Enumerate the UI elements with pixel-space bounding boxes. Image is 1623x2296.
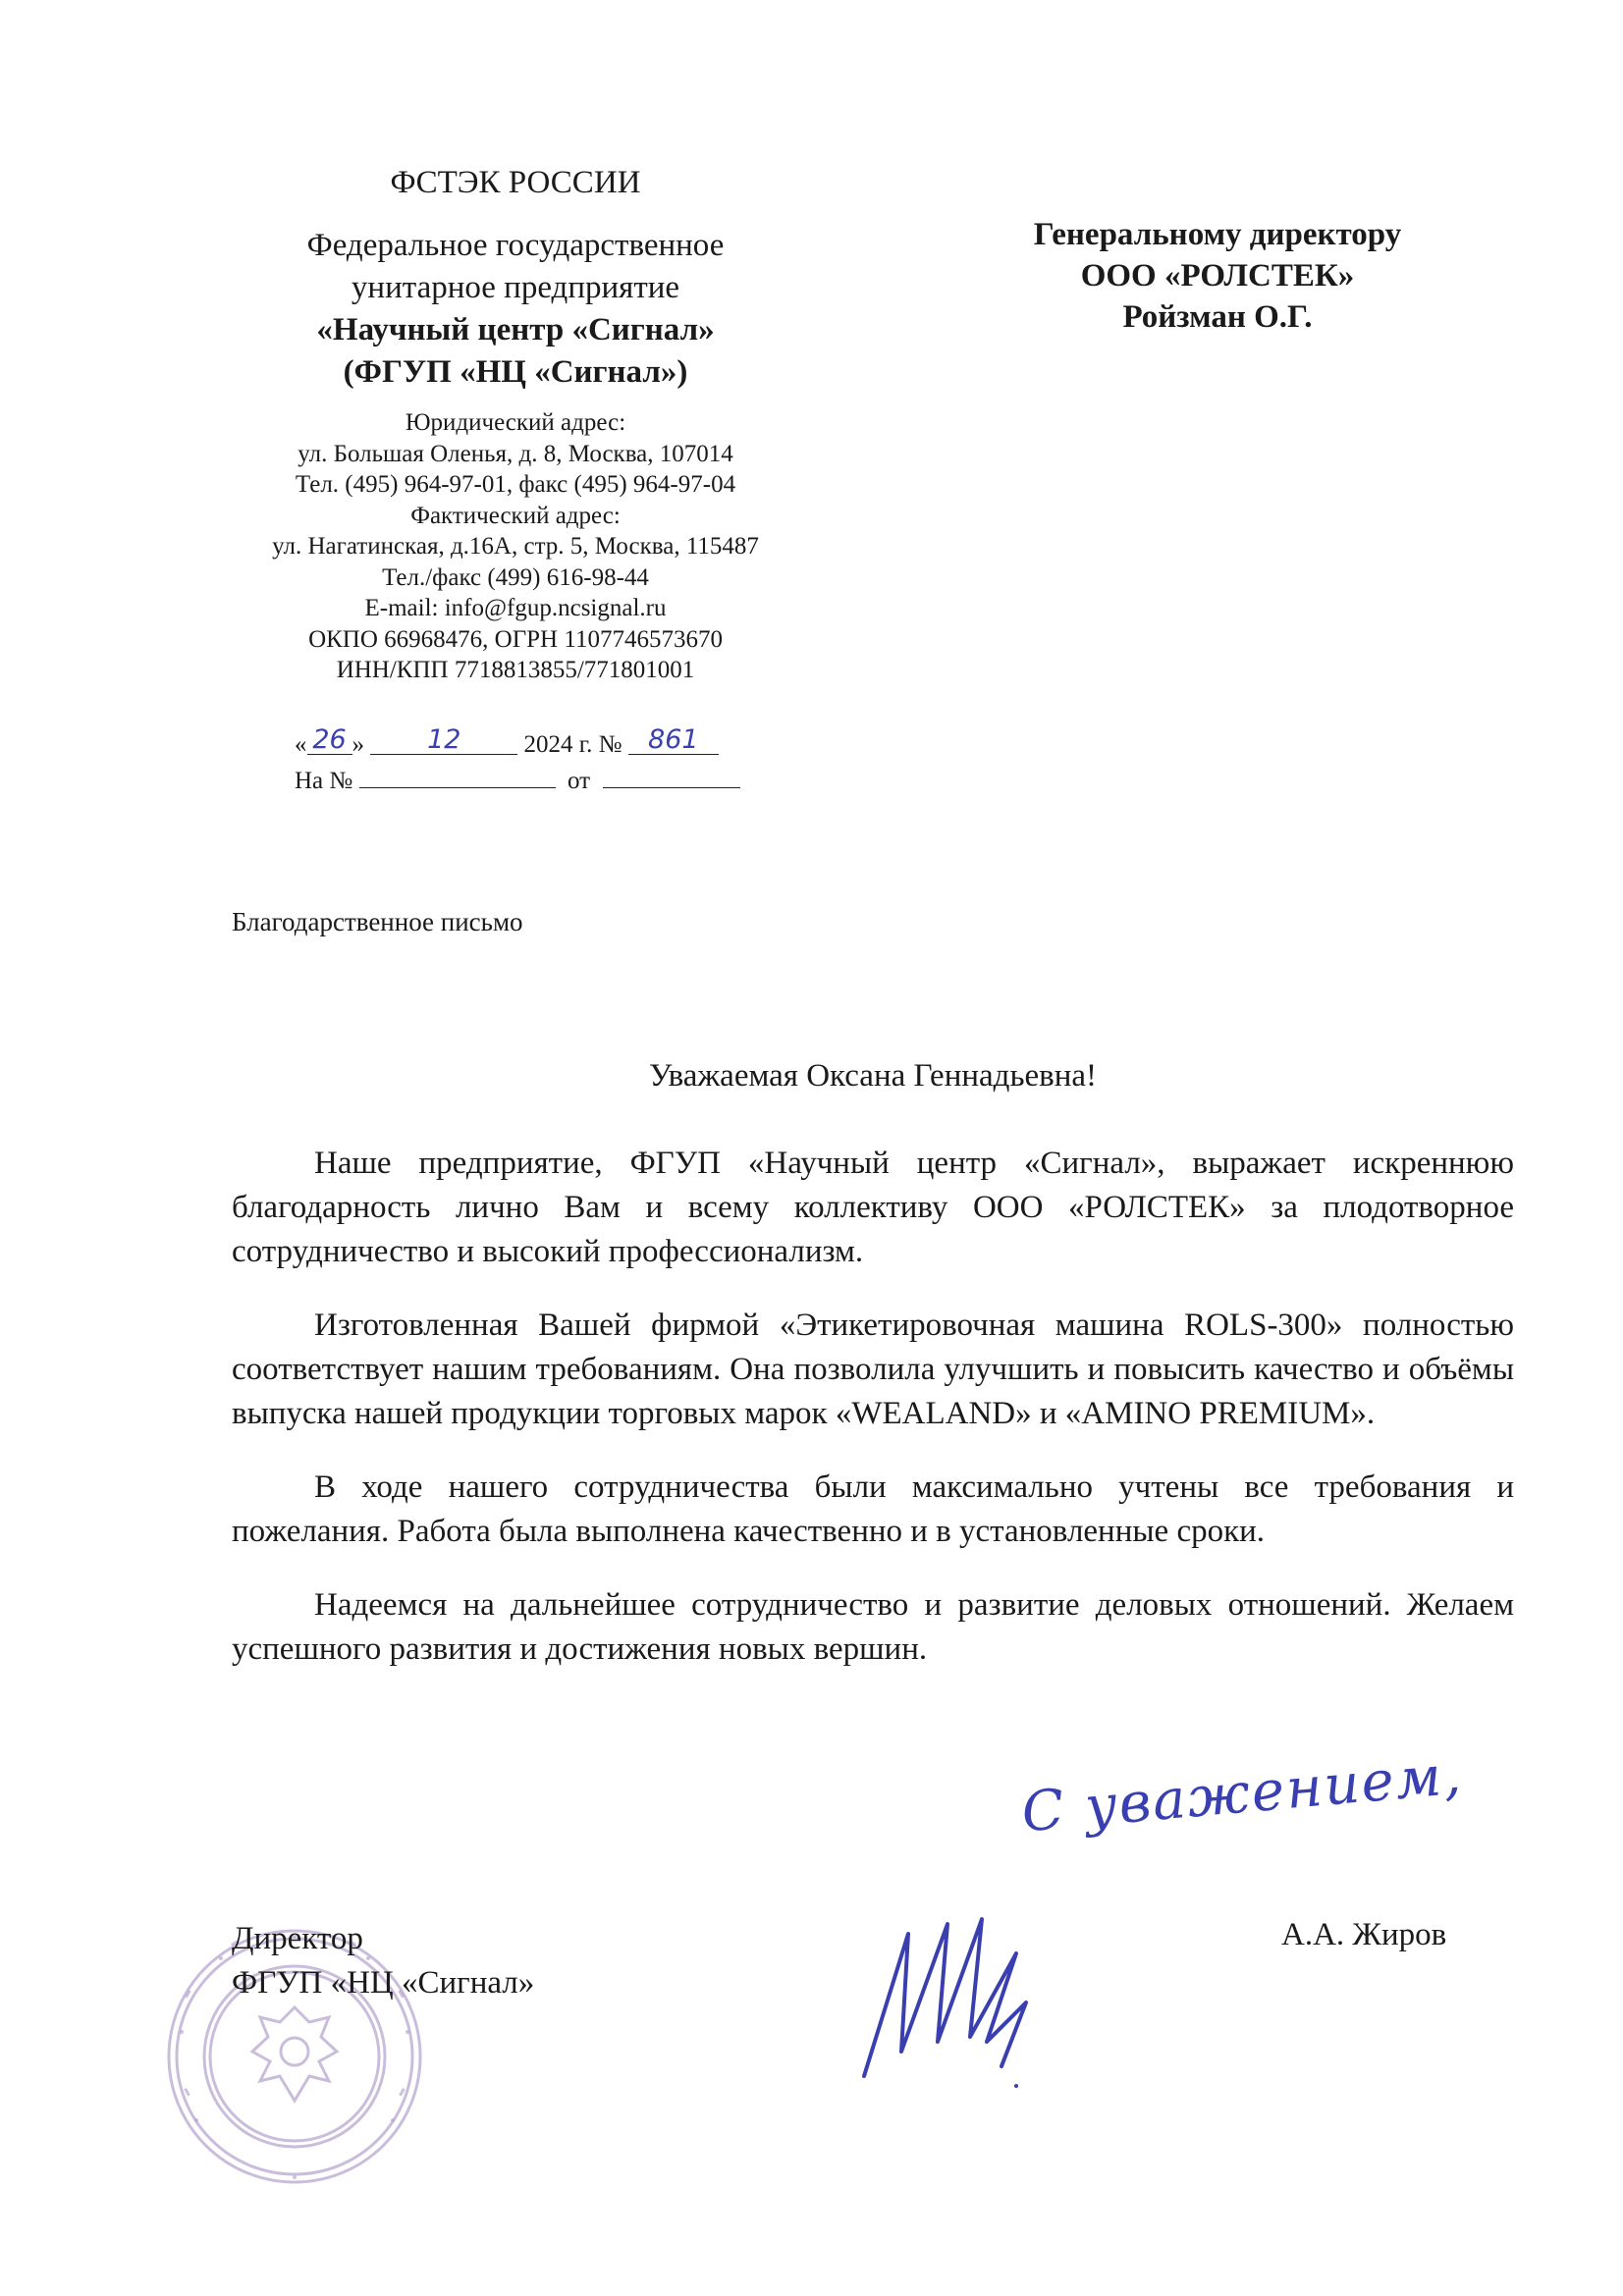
number-field [628, 724, 719, 755]
agency-name: ФСТЭК РОССИИ [390, 165, 641, 200]
body-paragraph: Изготовленная Вашей фирмой «Этикетировочная машина ROLS-300» полностью соответствует нашим требованиям. Она позволила улучшить и повысить качество и объёмы выпуска нашей продукции торговых марок «WEALAND» и «AMINO PREMIUM». [232, 1308, 1514, 1431]
body-paragraph: В ходе нашего сотрудничества были максимально учтены все требования и пожелания. Работа была выполнена качественно и в установленные сроки. [232, 1469, 1514, 1549]
salutation: Уважаемая Оксана Геннадьевна! [648, 1058, 1098, 1094]
handwritten-closing: С уважением, [1019, 1742, 1466, 1845]
recipient-block [943, 214, 1492, 338]
recipient-title: Генеральному директору [1033, 217, 1402, 252]
letter-body [232, 1142, 1514, 1701]
reference-line [295, 762, 785, 795]
recipient-company: ООО «РОЛСТЕК» [1080, 258, 1355, 294]
month-value: 12 [427, 724, 461, 755]
letterhead [196, 162, 835, 686]
signatory-title [232, 1917, 534, 2005]
letter-subject: Благодарственное письмо [232, 907, 523, 936]
month-field [370, 724, 517, 755]
detail-line: ул. Нагатинская, д.16А, стр. 5, Москва, 115487 [272, 533, 759, 560]
quote-open: « [295, 731, 307, 758]
signatory-name: А.А. Жиров [1281, 1917, 1447, 1952]
detail-line: ул. Большая Оленья, д. 8, Москва, 107014 [298, 440, 733, 467]
body-paragraph: Надеемся на дальнейшее сотрудничество и развитие деловых отношений. Желаем успешного развития и достижения новых вершин. [232, 1587, 1514, 1667]
org-details [196, 407, 835, 686]
from-label: от [568, 768, 591, 794]
body-paragraph: Наше предприятие, ФГУП «Научный центр «Сигнал», выражает искреннюю благодарность лично Вам и всему коллективу ООО «РОЛСТЕК» за плодотворное сотрудничество и высокий профессионализм. [232, 1146, 1514, 1269]
detail-line: Тел. (495) 964-97-01, факс (495) 964-97-04 [295, 471, 736, 498]
year-label: 2024 г. № [523, 731, 622, 758]
day-value: 26 [312, 724, 347, 755]
detail-line: ИНН/КПП 7718813855/771801001 [336, 657, 695, 683]
day-field [307, 724, 352, 755]
registration-date-line [295, 724, 785, 759]
signatory-org: ФГУП «НЦ «Сигнал» [232, 1965, 535, 2001]
org-line-1: Федеральное государственное [306, 228, 725, 263]
org-name: «Научный центр «Сигнал» [316, 312, 715, 347]
detail-line: E-mail: info@fgup.ncsignal.ru [364, 595, 667, 621]
ref-date-field [603, 762, 740, 788]
number-value: 861 [648, 724, 699, 755]
signature-icon [854, 1895, 1041, 2091]
org-short-name: (ФГУП «НЦ «Сигнал») [343, 354, 688, 390]
quote-close: » [352, 731, 364, 758]
detail-line: Фактический адрес: [410, 502, 621, 529]
ref-label: На № [295, 768, 353, 794]
detail-line: Юридический адрес: [405, 409, 626, 436]
ref-number-field [359, 762, 556, 788]
detail-line: ОКПО 66968476, ОГРН 1107746573670 [308, 625, 723, 653]
signatory-position: Директор [232, 1921, 363, 1956]
detail-line: Тел./факс (499) 616-98-44 [382, 563, 649, 591]
org-line-2: унитарное предприятие [351, 270, 680, 305]
recipient-name: Ройзман О.Г. [1122, 299, 1313, 335]
